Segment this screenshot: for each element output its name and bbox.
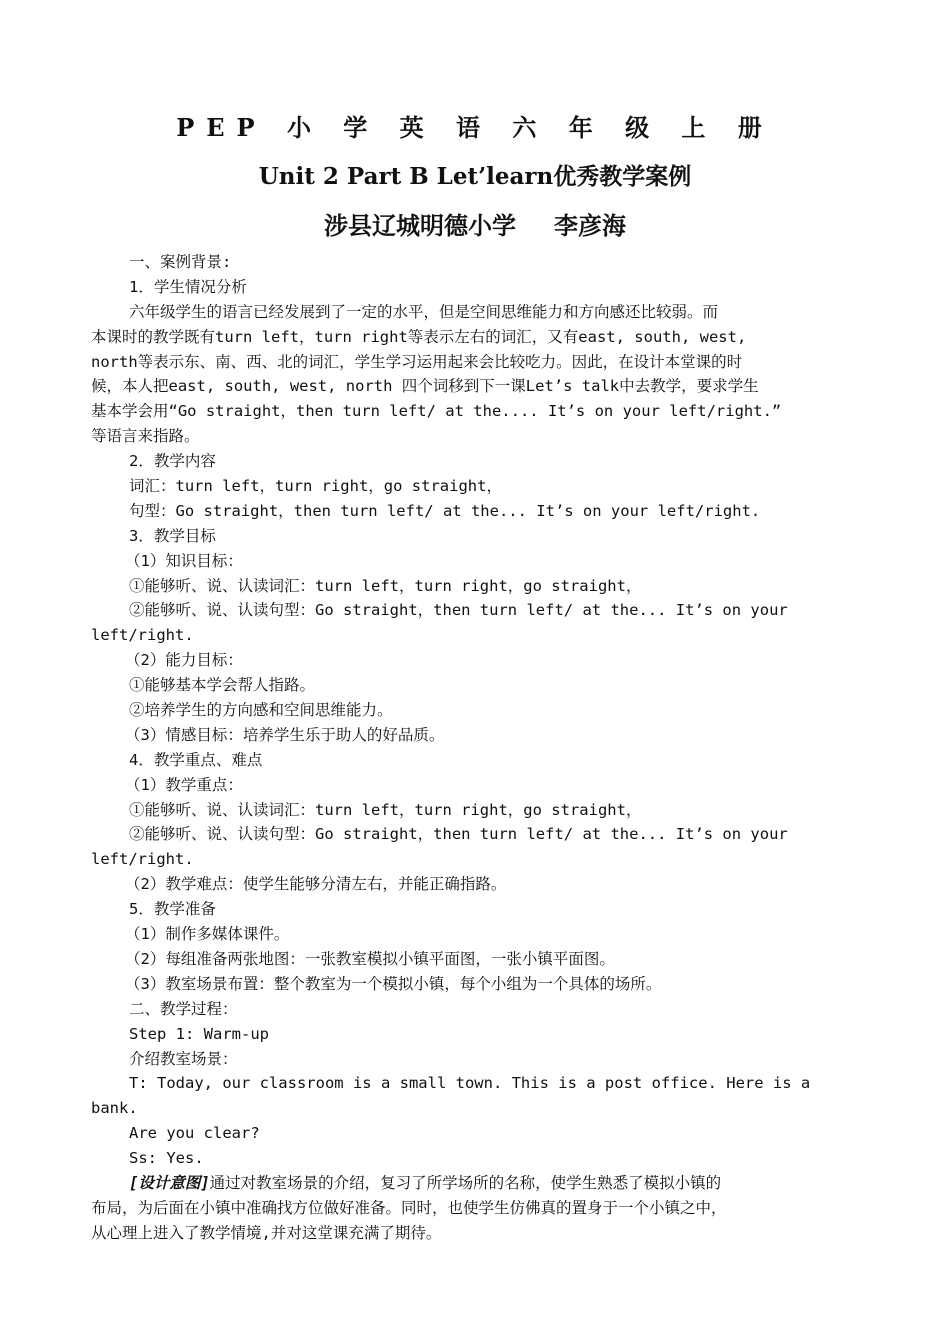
- list-item: ②培养学生的方向感和空间思维能力。: [129, 701, 393, 720]
- dialogue-line: T: Today, our classroom is a small town. This is a post office. Here is a: [129, 1074, 811, 1093]
- paragraph-line: 候，本人把east, south, west, north 四个词移到下一课Let’s talk中去教学，要求学生: [91, 377, 759, 396]
- subsection-heading: 5．教学准备: [129, 900, 216, 919]
- list-heading: （3）情感目标：培养学生乐于助人的好品质。: [125, 725, 445, 744]
- author-name: 李彦海: [554, 211, 626, 240]
- list-item: ②能够听、说、认读句型：Go straight，then turn left/ at the... It’s on your: [129, 825, 788, 844]
- paragraph-line: 词汇：turn left，turn right，go straight，: [129, 477, 502, 496]
- step-heading: Step 1: Warm-up: [129, 1024, 269, 1043]
- list-item: （1）制作多媒体课件。: [125, 925, 290, 944]
- list-heading: （1）教学重点：: [125, 775, 243, 794]
- list-heading: （1）知识目标：: [125, 551, 243, 570]
- list-item: ①能够听、说、认读词汇：turn left，turn right，go straight，: [129, 800, 642, 819]
- paragraph-line: 六年级学生的语言已经发展到了一定的水平，但是空间思维能力和方向感还比较弱。而: [129, 302, 719, 321]
- list-heading: （2）教学难点：使学生能够分清左右，并能正确指路。: [125, 875, 507, 894]
- section-heading: 一、案例背景:: [129, 253, 232, 271]
- document-body: [91, 250, 861, 1246]
- list-heading: （2）能力目标：: [125, 651, 243, 670]
- paragraph-line: 介绍教室场景：: [129, 1049, 238, 1068]
- list-item: （2）每组准备两张地图：一张教室模拟小镇平面图，一张小镇平面图。: [125, 949, 615, 968]
- dialogue-line: Are you clear?: [129, 1124, 260, 1143]
- list-item: ②能够听、说、认读句型：Go straight，then turn left/ at the... It’s on your: [129, 601, 788, 620]
- paragraph-line: 等语言来指路。: [91, 427, 200, 446]
- design-intent-label: [设计意图]: [129, 1173, 210, 1192]
- subsection-heading: 1．学生情况分析: [129, 277, 247, 296]
- dialogue-line: Ss: Yes.: [129, 1149, 204, 1168]
- author-line: [0, 206, 950, 241]
- paragraph-line: 基本学会用“Go straight，then turn left/ at the.... It’s on your left/right.”: [91, 402, 782, 421]
- list-item-continuation: left/right.: [91, 850, 194, 869]
- paragraph-line: 句型：Go straight，then turn left/ at the... It’s on your left/right.: [129, 501, 761, 520]
- paragraph-line: 布局，为后面在小镇中准确找方位做好准备。同时，也使学生仿佛真的置身于一个小镇之中，: [91, 1198, 727, 1217]
- paragraph-line: 从心理上进入了教学情境,并对这堂课充满了期待。: [91, 1223, 442, 1242]
- list-item: ①能够基本学会帮人指路。: [129, 676, 316, 695]
- subsection-heading: 2．教学内容: [129, 452, 216, 471]
- design-intent-line: [91, 1171, 861, 1196]
- list-item-continuation: left/right.: [91, 626, 194, 645]
- list-item: ①能够听、说、认读词汇：turn left，turn right，go straight，: [129, 576, 642, 595]
- school-name: 涉县辽城明德小学: [324, 211, 516, 240]
- subsection-heading: 4．教学重点、难点: [129, 750, 263, 769]
- list-item: （3）教室场景布置：整个教室为一个模拟小镇，每个小组为一个具体的场所。: [125, 974, 662, 993]
- document-title: PEP 小 学 英 语 六 年 级 上 册: [176, 113, 774, 142]
- dialogue-line: bank.: [91, 1099, 138, 1118]
- subsection-heading: 3．教学目标: [129, 526, 216, 545]
- paragraph-line: north等表示东、南、西、北的词汇，学生学习运用起来会比较吃力。因此，在设计本堂课的时: [91, 352, 743, 371]
- section-heading: 二、教学过程：: [129, 999, 238, 1018]
- paragraph-line: 本课时的教学既有turn left，turn right等表示左右的词汇，又有east, south, west,: [91, 327, 747, 346]
- design-intent-text: 通过对教室场景的介绍，复习了所学场所的名称，使学生熟悉了模拟小镇的: [209, 1173, 722, 1192]
- document-subtitle: Unit 2 Part B Let’learn优秀教学案例: [258, 163, 692, 190]
